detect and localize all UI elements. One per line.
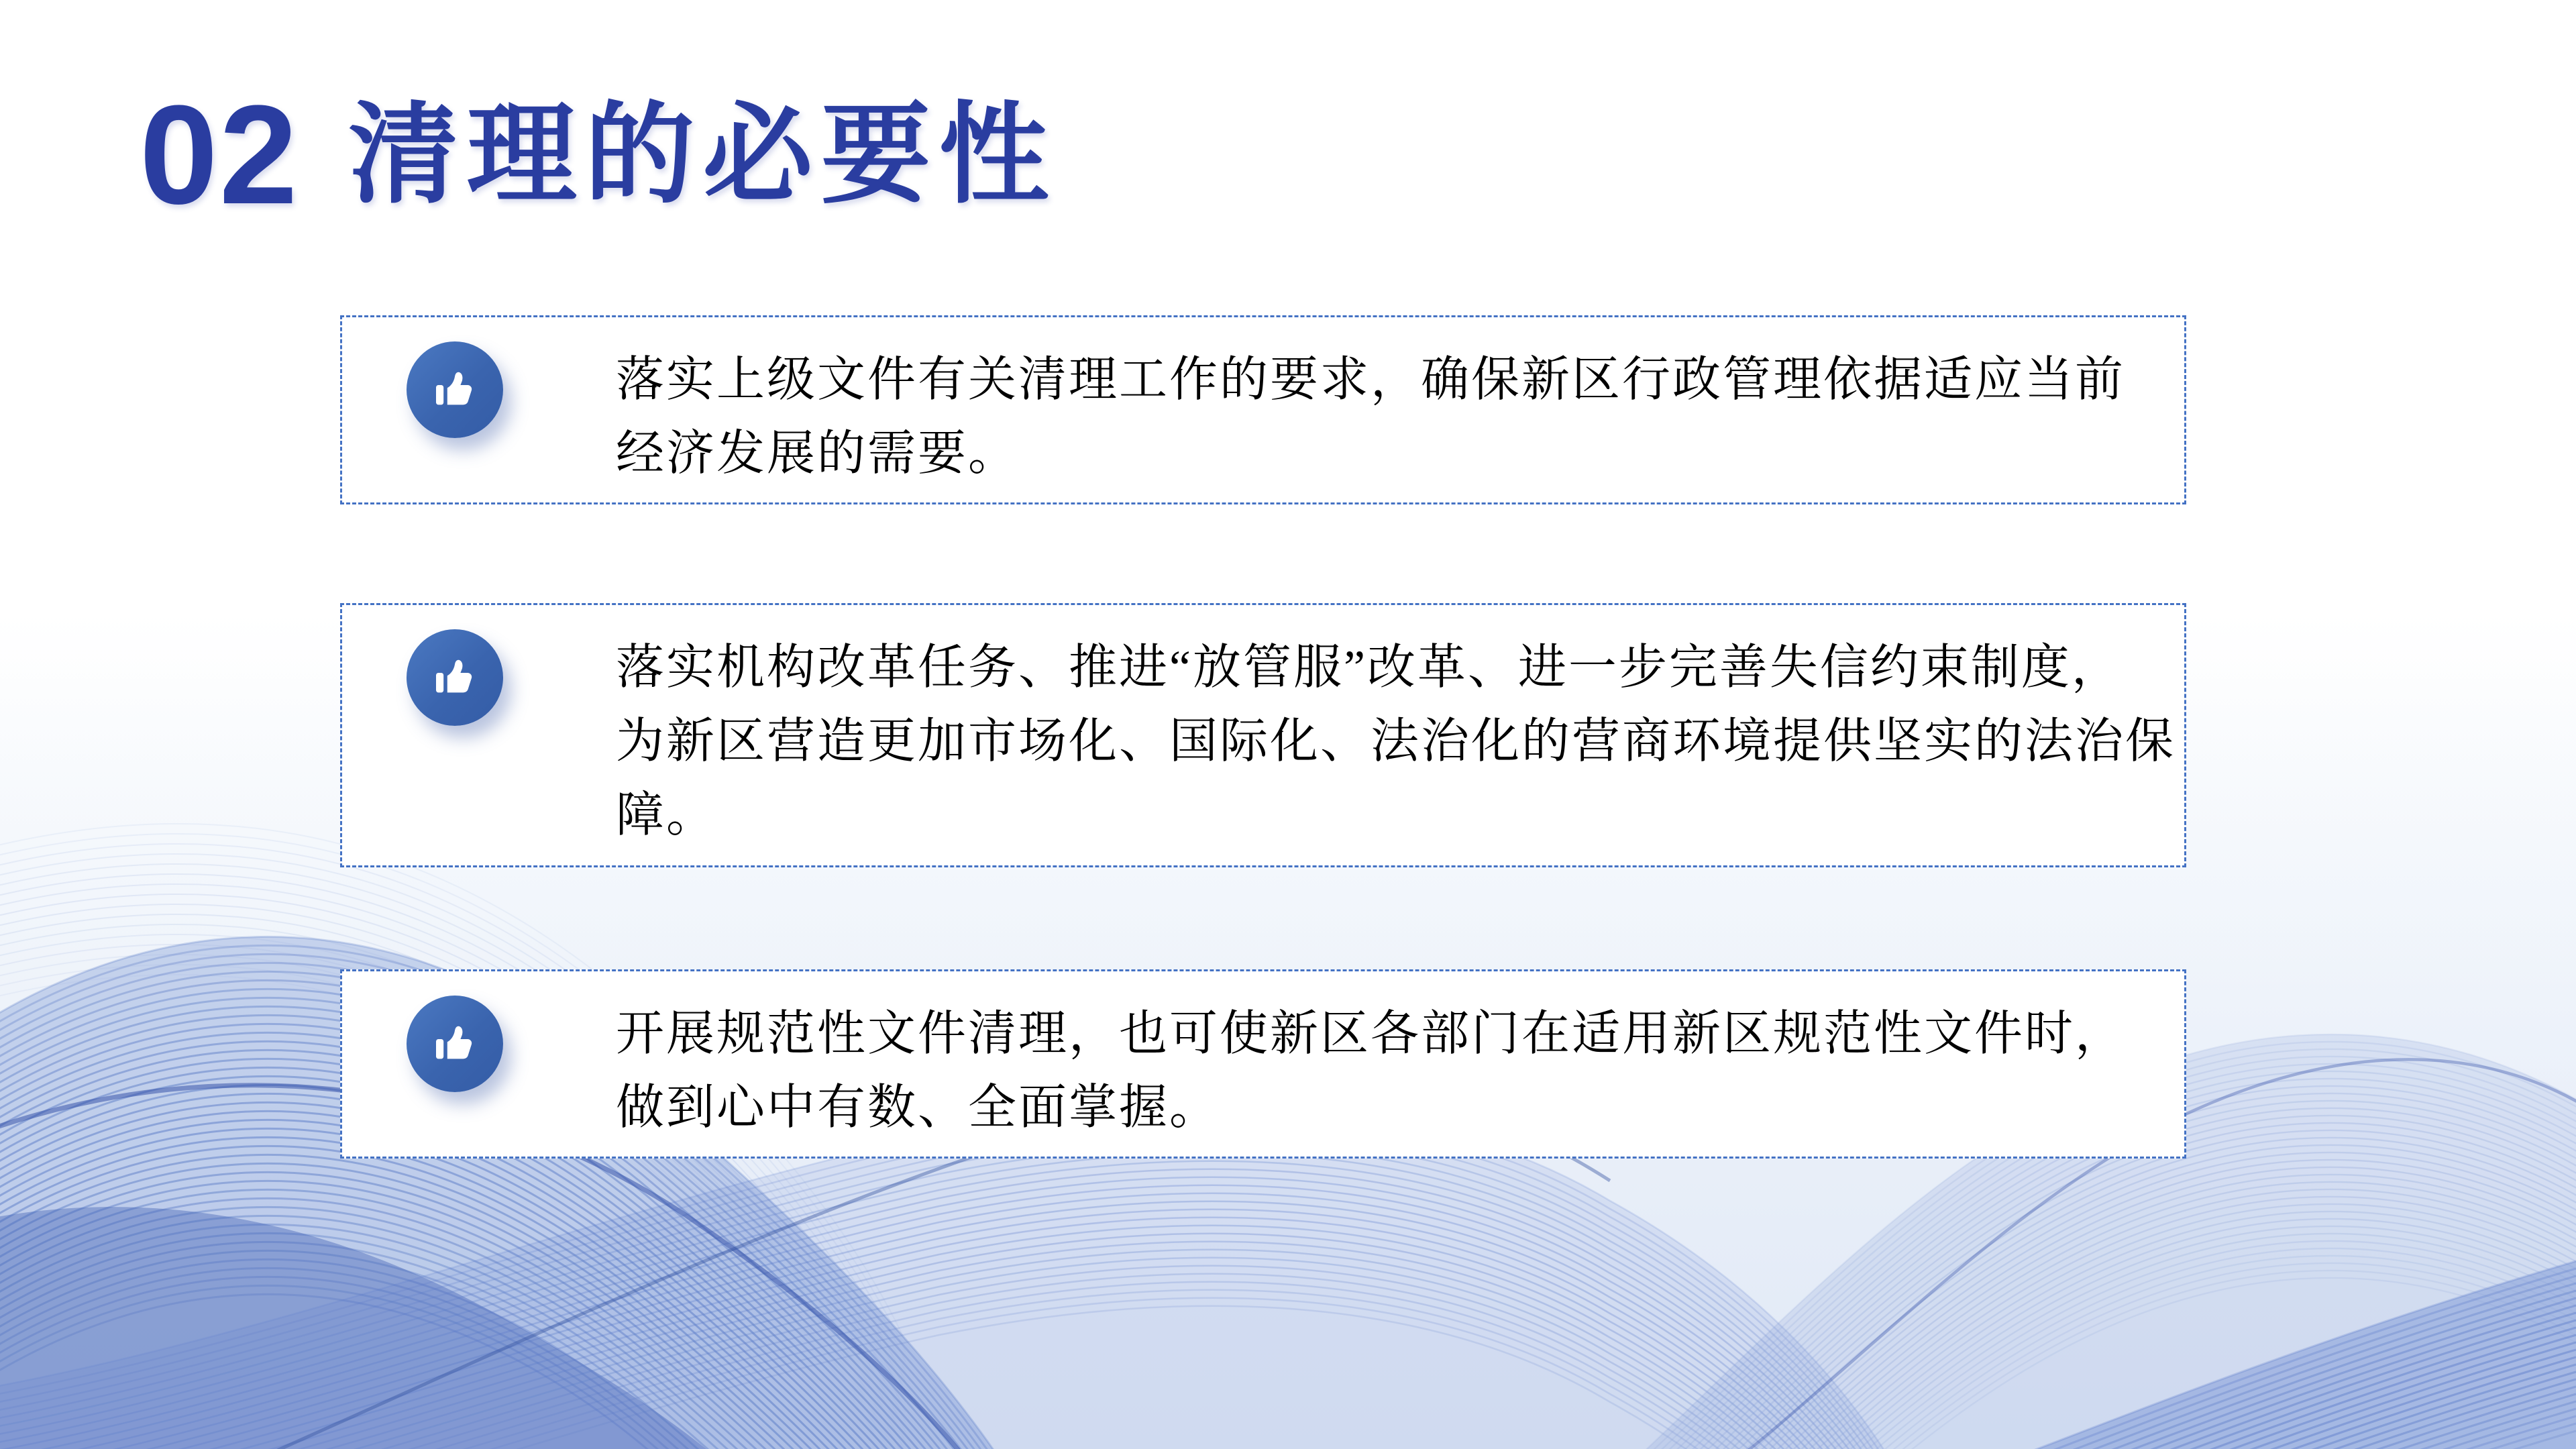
text-line: 开展规范性文件清理，也可使新区各部门在适用新区规范性文件时， (616, 1007, 2126, 1061)
page-title-text: 清理的必要性 (348, 93, 1057, 216)
thumbs-up-glyph (427, 362, 483, 418)
text-line: 障。 (616, 788, 717, 842)
point-text (616, 605, 2184, 852)
text-line: 落实上级文件有关清理工作的要求，确保新区行政管理依据适应当前 (616, 353, 2126, 407)
page-title (140, 76, 1057, 233)
point-card-1 (340, 315, 2186, 504)
text-line: 做到心中有数、全面掌握。 (616, 1081, 1220, 1134)
text-line: 落实机构改革任务、推进“放管服”改革、进一步完善失信约束制度， (616, 641, 2122, 694)
point-card-3 (340, 969, 2186, 1159)
section-number: 02 (140, 76, 299, 233)
thumbs-up-glyph (427, 1016, 483, 1072)
text-line: 经济发展的需要。 (616, 427, 1019, 480)
point-text (616, 971, 2184, 1144)
text-line: 为新区营造更加市场化、国际化、法治化的营商环境提供坚实的法治保 (616, 714, 2176, 768)
point-text (616, 317, 2184, 490)
point-card-2 (340, 603, 2186, 867)
thumbs-up-icon (407, 996, 503, 1092)
thumbs-up-icon (407, 629, 503, 726)
thumbs-up-glyph (427, 649, 483, 706)
thumbs-up-icon (407, 341, 503, 438)
